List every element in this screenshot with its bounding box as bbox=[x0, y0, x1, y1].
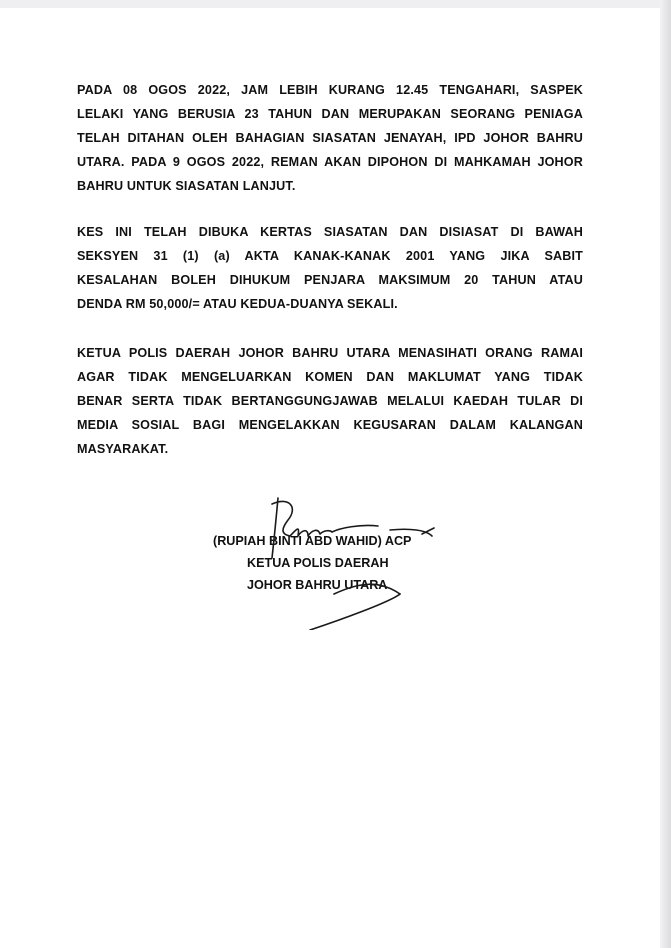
paragraph-advice bbox=[77, 341, 583, 461]
text-line: AGAR TIDAK MENGELUARKAN KOMEN DAN MAKLUMAT YANG TIDAK bbox=[77, 370, 583, 384]
paragraph-case-section bbox=[77, 220, 583, 316]
top-shadow-band bbox=[0, 0, 671, 8]
text-line: MASYARAKAT. bbox=[77, 442, 169, 456]
text-line: KETUA POLIS DAERAH JOHOR BAHRU UTARA MENASIHATI ORANG RAMAI bbox=[77, 346, 583, 360]
text-line: KES INI TELAH DIBUKA KERTAS SIASATAN DAN DISIASAT DI BAWAH bbox=[77, 225, 583, 239]
text-line: TELAH DITAHAN OLEH BAHAGIAN SIASATAN JENAYAH, IPD JOHOR BAHRU bbox=[77, 131, 583, 145]
text-line: KESALAHAN BOLEH DIHUKUM PENJARA MAKSIMUM 20 TAHUN ATAU bbox=[77, 273, 583, 287]
paragraph-arrest bbox=[77, 78, 583, 198]
signatory-district: JOHOR BAHRU UTARA bbox=[247, 578, 388, 592]
signatory-title: KETUA POLIS DAERAH bbox=[247, 556, 389, 570]
handwritten-signature bbox=[250, 490, 440, 630]
text-line: SEKSYEN 31 (1) (a) AKTA KANAK-KANAK 2001 YANG JIKA SABIT bbox=[77, 249, 583, 263]
page-edge-shadow bbox=[660, 0, 671, 948]
text-line: LELAKI YANG BERUSIA 23 TAHUN DAN MERUPAKAN SEORANG PENIAGA bbox=[77, 107, 583, 121]
text-line: UTARA. PADA 9 OGOS 2022, REMAN AKAN DIPOHON DI MAHKAMAH JOHOR bbox=[77, 155, 583, 169]
text-line: MEDIA SOSIAL BAGI MENGELAKKAN KEGUSARAN DALAM KALANGAN bbox=[77, 418, 583, 432]
text-line: BENAR SERTA TIDAK BERTANGGUNGJAWAB MELALUI KAEDAH TULAR DI bbox=[77, 394, 583, 408]
text-line: DENDA RM 50,000/= ATAU KEDUA-DUANYA SEKALI. bbox=[77, 297, 398, 311]
text-line: BAHRU UNTUK SIASATAN LANJUT. bbox=[77, 179, 296, 193]
text-line: PADA 08 OGOS 2022, JAM LEBIH KURANG 12.45 TENGAHARI, SASPEK bbox=[77, 83, 583, 97]
signatory-name: (RUPIAH BINTI ABD WAHID) ACP bbox=[213, 534, 412, 548]
